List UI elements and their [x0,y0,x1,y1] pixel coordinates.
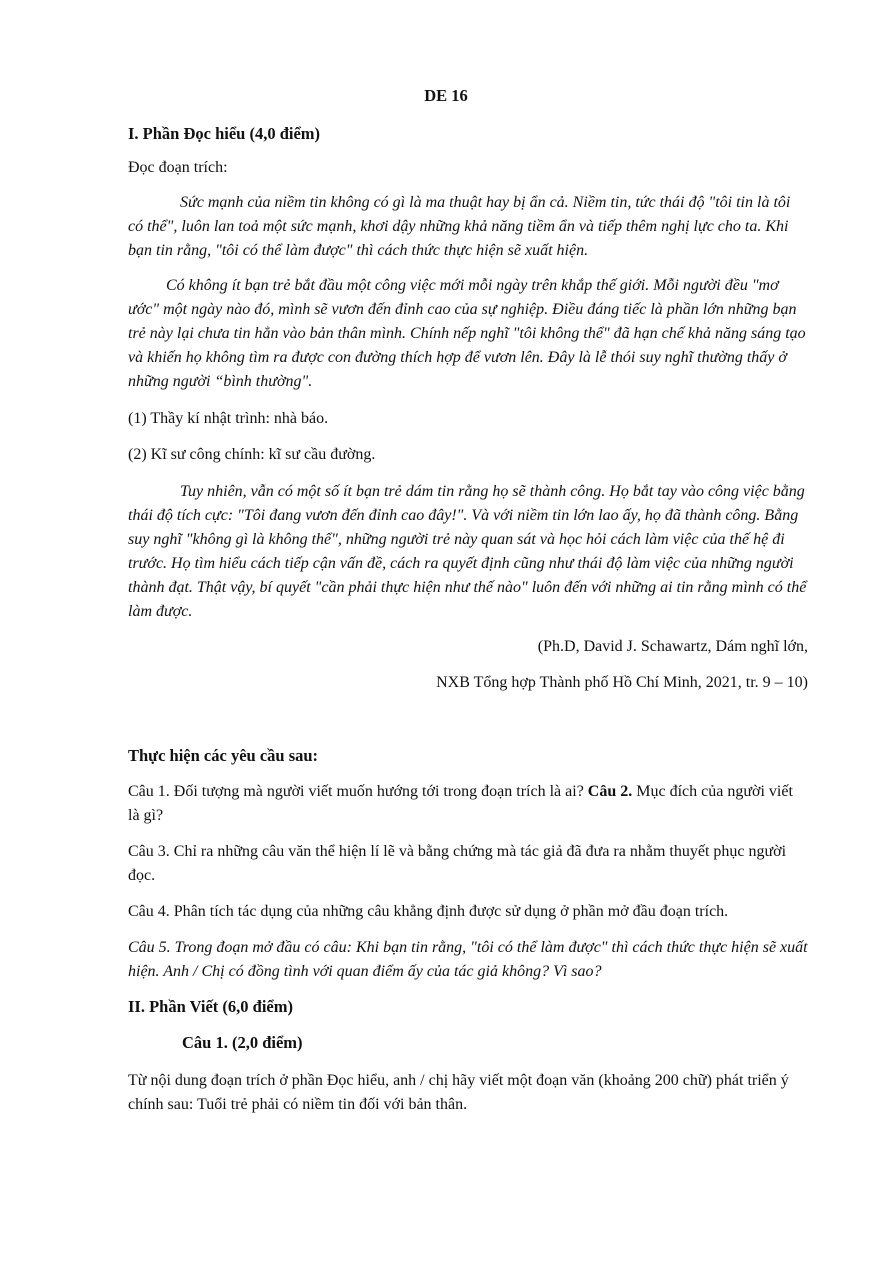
question-5: Câu 5. Trong đoạn mở đầu có câu: Khi bạn tin rằng, "tôi có thể làm được" thì cách thức thực hiện sẽ xuất hiện. Anh / Chị có đồng tình với quan điểm ấy của tác giả không? Vì sao? [128,939,808,980]
writing-question-1: Từ nội dung đoạn trích ở phần Đọc hiểu, anh / chị hãy viết một đoạn văn (khoảng 200 chữ) phát triển ý chính sau: Tuổi trẻ phải có niềm tin đối với bản thân. [128,1072,789,1113]
tasks-heading: Thực hiện các yêu cầu sau: [128,746,319,765]
reading-intro: Đọc đoạn trích: [128,159,228,176]
question-3: Câu 3. Chỉ ra những câu văn thể hiện lí lẽ và bằng chứng mà tác giả đã đưa ra nhằm thuyết phục người đọc. [128,843,787,884]
question-2-label: Câu 2. [587,783,633,800]
part2-heading: II. Phần Viết (6,0 điểm) [128,997,293,1016]
source-line-2: NXB Tổng hợp Thành phố Hồ Chí Minh, 2021, tr. 9 – 10) [436,674,808,691]
question-2: Mục đích của người viết là gì? [128,783,793,824]
passage-paragraph-2: Có không ít bạn trẻ bắt đầu một công việc mới mỗi ngày trên khắp thế giới. Mỗi người đều "mơ ước" một ngày nào đó, mình sẽ vươn đến đỉnh cao của sự nghiệp. Điều đáng tiếc là phần lớn những bạn trẻ này lại chưa tin hẳn vào bản thân mình. Chính nếp nghĩ "tôi không thể" đã hạn chế khả năng sáng tạo và khiến họ không tìm ra được con đường thích hợp để vươn lên. Đây là lễ thói suy nghĩ thường thấy ở những người “bình thường". [128,277,806,390]
writing-question-1-heading: Câu 1. (2,0 điểm) [182,1033,303,1052]
question-1: Câu 1. Đối tượng mà người viết muốn hướng tới trong đoạn trích là ai? [128,783,584,800]
question-4: Câu 4. Phân tích tác dụng của những câu khẳng định được sử dụng ở phần mở đầu đoạn trích. [128,903,729,920]
footnote-2: (2) Kĩ sư công chính: kĩ sư cầu đường. [128,446,376,463]
source-line-1: (Ph.D, David J. Schawartz, Dám nghĩ lớn, [537,638,808,655]
passage-paragraph-1: Sức mạnh của niềm tin không có gì là ma thuật hay bị ẩn cả. Niềm tin, tức thái độ "tôi tin là tôi có thể", luôn lan toả một sức mạnh, khơi dậy những khả năng tiềm ẩn và tiếp thêm nghị lực cho ta. Khi bạn tin rằng, "tôi có thể làm được" thì cách thức thực hiện sẽ xuất hiện. [128,194,791,259]
question-1-2 [128,780,808,828]
part1-heading: I. Phần Đọc hiểu (4,0 điểm) [128,124,321,143]
passage-paragraph-3: Tuy nhiên, vẫn có một số ít bạn trẻ dám tin rằng họ sẽ thành công. Họ bắt tay vào công việc bằng thái độ tích cực: "Tôi đang vươn đến đỉnh cao đây!". Và với niềm tin lớn lao ấy, họ đã thành công. Bằng suy nghĩ "không gì là không thể", những người trẻ này quan sát và học hỏi cách làm việc của thế hệ đi trước. Họ tìm hiểu cách tiếp cận vấn đề, cách ra quyết định cũng như thái độ làm việc của những người thành đạt. Thật vậy, bí quyết "cần phải thực hiện như thế nào" luôn đến với những ai tin rằng mình có thể làm được. [128,483,807,620]
exam-title: DE 16 [424,86,468,105]
footnote-1: (1) Thầy kí nhật trình: nhà báo. [128,410,329,427]
